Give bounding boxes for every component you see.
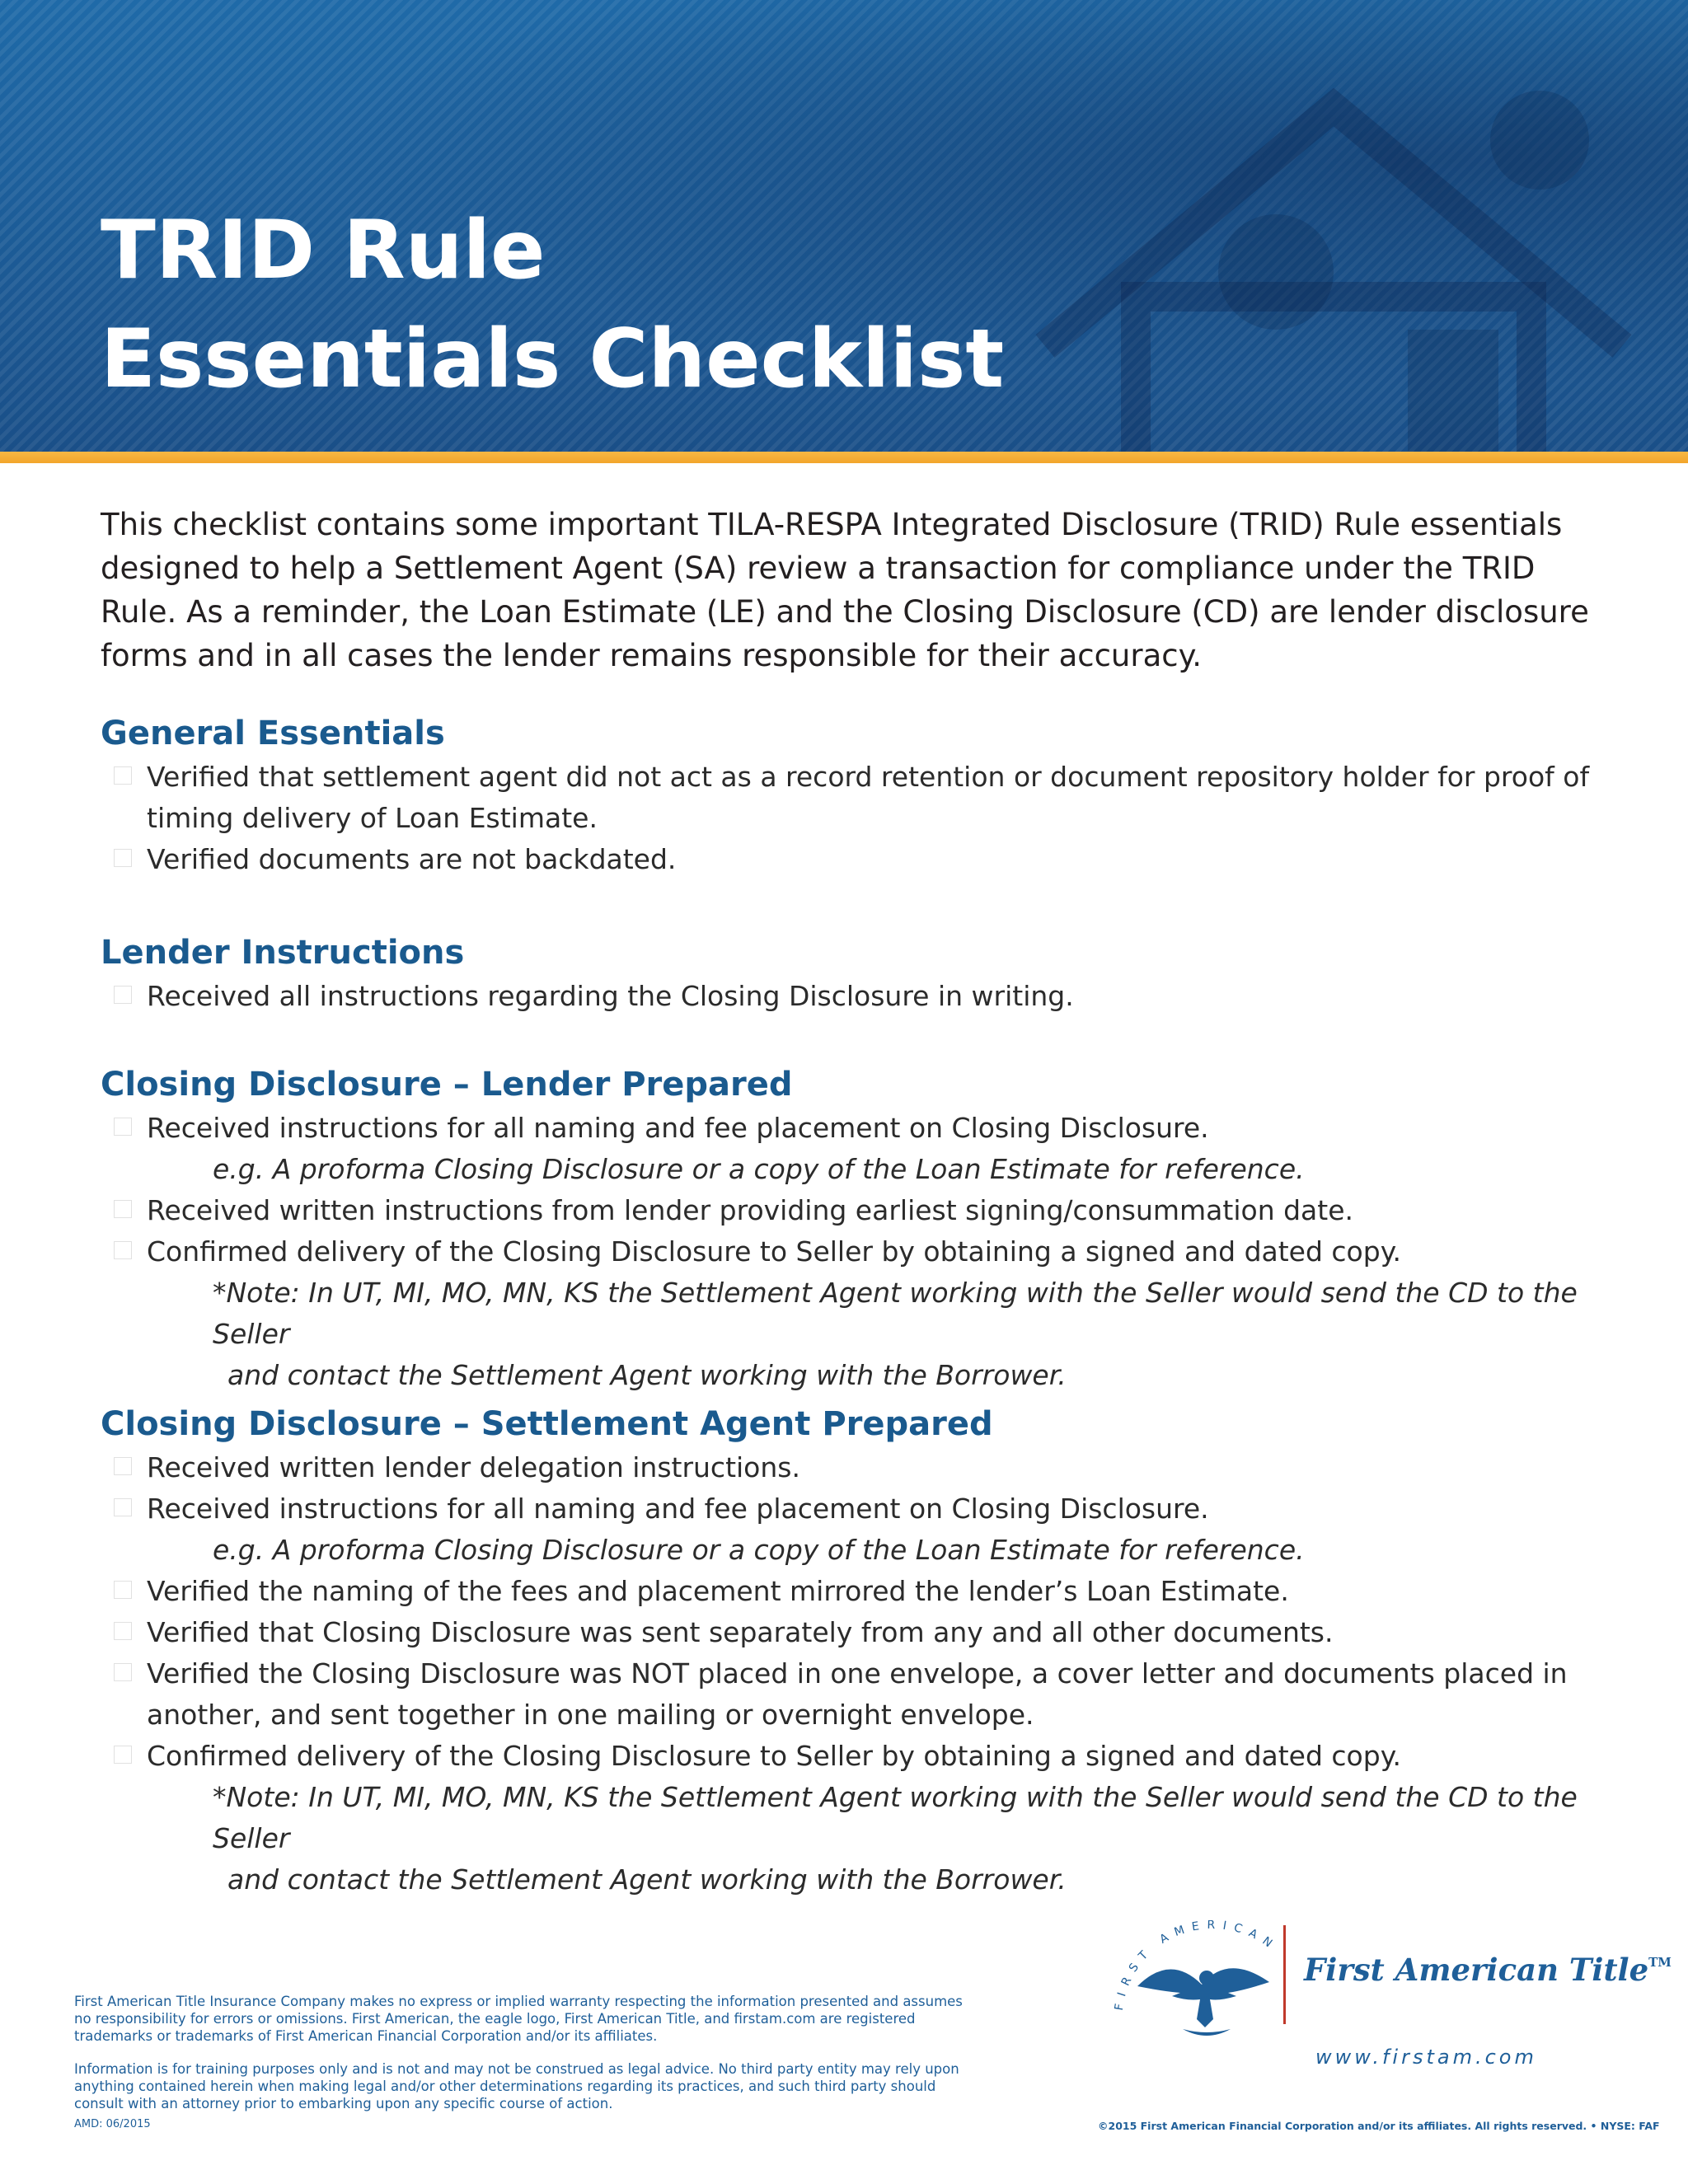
checklist <box>101 757 1609 880</box>
checklist-item-text: Verified documents are not backdated. <box>147 843 677 875</box>
checkbox[interactable] <box>114 1498 132 1516</box>
state-note-line2: and contact the Settlement Agent working with the Borrower. <box>227 1863 1067 1896</box>
checklist-item <box>101 1488 1609 1530</box>
section-general-essentials <box>101 710 1609 880</box>
trademark-symbol: TM <box>1648 1955 1672 1970</box>
checkbox[interactable] <box>114 766 132 785</box>
legal-disclaimer: First American Title Insurance Company makes no express or implied warranty respecting the information presented and assumes no responsibility for errors or omissions. First American, the eagle logo, First American Title, and firstam.com are registered trademarks or trademarks of First American Financial Corporation and/or its affiliates. <box>74 1994 963 2044</box>
logo-divider <box>1283 1925 1286 2024</box>
example-note: e.g. A proforma Closing Disclosure or a copy of the Loan Estimate for reference. <box>213 1153 1305 1185</box>
state-note-line1: *Note: In UT, MI, MO, MN, KS the Settlement Agent working with the Seller would send the CD to the Seller <box>213 1277 1578 1350</box>
checkbox[interactable] <box>114 849 132 867</box>
copyright-notice: ©2015 First American Financial Corporation and/or its affiliates. All rights reserved. • NYSE: FAF <box>1098 2120 1660 2132</box>
checklist <box>101 1190 1609 1272</box>
accent-stripe <box>0 452 1688 463</box>
checklist <box>101 976 1609 1017</box>
checkbox[interactable] <box>114 1241 132 1259</box>
checkbox[interactable] <box>114 1118 132 1136</box>
checkbox[interactable] <box>114 1457 132 1475</box>
section-heading: General Essentials <box>101 715 445 752</box>
checklist-item-text: Received instructions for all naming and fee placement on Closing Disclosure. <box>147 1112 1209 1144</box>
checklist-item <box>101 1190 1609 1231</box>
state-note <box>101 1777 1609 1900</box>
checklist-item <box>101 1612 1609 1653</box>
checklist-item-text: Verified that Closing Disclosure was sent separately from any and all other documents. <box>147 1616 1334 1648</box>
checklist-item <box>101 757 1609 839</box>
website-link[interactable]: www.firstam.com <box>1315 2046 1537 2069</box>
section-heading: Closing Disclosure – Settlement Agent Prepared <box>101 1405 993 1443</box>
training-disclaimer: Information is for training purposes only and is not and may not be construed as legal advice. No third party entity may rely upon anything contained herein when making legal and/or other determinations regarding its practices, and such third party should consult with an attorney prior to embarking upon any specific course of action. <box>74 2061 959 2111</box>
seal-text: FIRST AMERICAN <box>1112 1920 1281 2012</box>
intro-paragraph: This checklist contains some important TILA-RESPA Integrated Disclosure (TRID) Rule essentials designed to help a Settlement Agent (SA) review a transaction for compliance under the TRID Rule. As a reminder, the Loan Estimate (LE) and the Closing Disclosure (CD) are lender disclosure forms and in all cases the lender remains responsible for their accuracy. <box>101 507 1589 673</box>
page-title-line1: TRID Rule <box>101 204 546 298</box>
page-title-line2: Essentials Checklist <box>101 312 1005 406</box>
checklist-item-text: Verified the naming of the fees and placement mirrored the lender’s Loan Estimate. <box>147 1575 1289 1607</box>
section-heading: Closing Disclosure – Lender Prepared <box>101 1066 793 1104</box>
checklist-item-text: Received written instructions from lender providing earliest signing/consummation date. <box>147 1194 1354 1226</box>
checklist <box>101 1571 1609 1777</box>
checklist-item-text: Received instructions for all naming and fee placement on Closing Disclosure. <box>147 1493 1209 1525</box>
state-note-line1: *Note: In UT, MI, MO, MN, KS the Settlement Agent working with the Seller would send the CD to the Seller <box>213 1781 1578 1854</box>
checklist-item <box>101 1231 1609 1272</box>
checkbox[interactable] <box>114 1200 132 1218</box>
checkbox[interactable] <box>114 986 132 1004</box>
checklist <box>101 1447 1609 1530</box>
document-code: AMD: 06/2015 <box>74 2118 151 2130</box>
checklist-item <box>101 1653 1609 1736</box>
checklist-item-text: Verified that settlement agent did not act as a record retention or document repository holder for proof of timing delivery of Loan Estimate. <box>147 761 1590 834</box>
section-cd-lender-prepared <box>101 1062 1609 1396</box>
section-heading: Lender Instructions <box>101 934 465 972</box>
brand-name <box>1304 1952 1672 1988</box>
checklist-item <box>101 1108 1609 1149</box>
section-cd-settlement-agent-prepared <box>101 1401 1609 1900</box>
checkbox[interactable] <box>114 1622 132 1640</box>
checklist-item-text: Received written lender delegation instructions. <box>147 1451 800 1483</box>
checklist-item-text: Received all instructions regarding the Closing Disclosure in writing. <box>147 980 1074 1012</box>
brand-name-text: First American Title <box>1304 1952 1649 1988</box>
house-graphic-icon <box>946 0 1688 452</box>
checklist-item-text: Verified the Closing Disclosure was NOT placed in one envelope, a cover letter and documents placed in another, and sent together in one mailing or overnight envelope. <box>147 1657 1568 1731</box>
checkbox[interactable] <box>114 1663 132 1681</box>
checkbox[interactable] <box>114 1746 132 1764</box>
checklist-item-text: Confirmed delivery of the Closing Disclosure to Seller by obtaining a signed and dated copy. <box>147 1235 1402 1268</box>
checklist-item <box>101 839 1609 880</box>
header-banner <box>0 0 1688 452</box>
section-lender-instructions <box>101 930 1609 1017</box>
checklist <box>101 1108 1609 1149</box>
page-title <box>101 196 1004 414</box>
state-note-line2: and contact the Settlement Agent working with the Borrower. <box>227 1359 1067 1391</box>
state-note <box>101 1272 1609 1396</box>
checklist-item <box>101 1571 1609 1612</box>
example-note: e.g. A proforma Closing Disclosure or a copy of the Loan Estimate for reference. <box>213 1534 1305 1566</box>
checklist-item <box>101 1447 1609 1488</box>
checklist-item-text: Confirmed delivery of the Closing Disclosure to Seller by obtaining a signed and dated copy. <box>147 1740 1402 1772</box>
checklist-item <box>101 1736 1609 1777</box>
checklist-item <box>101 976 1609 1017</box>
checkbox[interactable] <box>114 1581 132 1599</box>
